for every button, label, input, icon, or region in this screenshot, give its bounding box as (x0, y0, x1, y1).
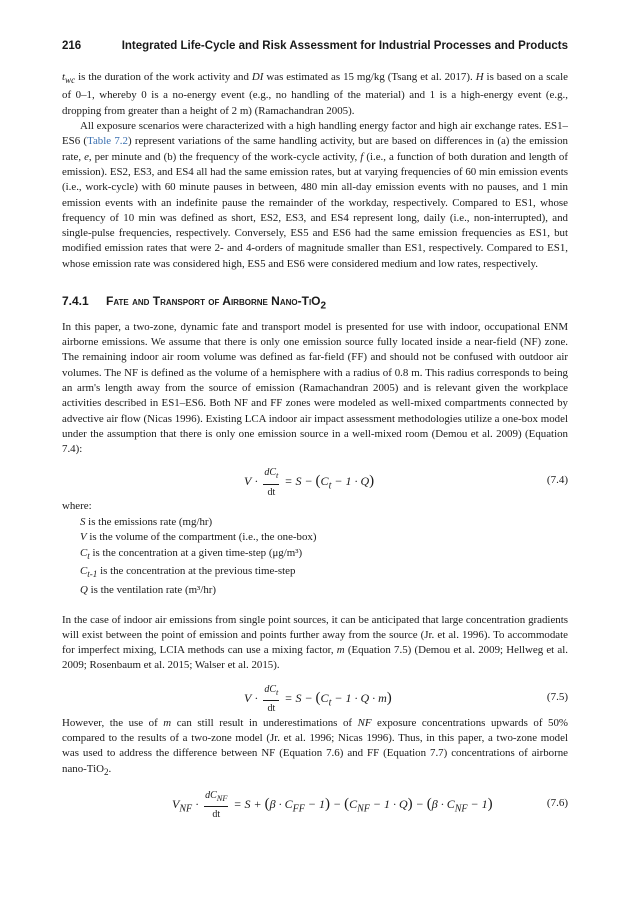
eq-operator: · (192, 797, 203, 812)
eq-term: V (244, 690, 252, 705)
symbol-e: e (84, 150, 89, 163)
table-reference-link[interactable]: Table 7.2 (87, 135, 128, 148)
paragraph-subscript: 2 (103, 766, 109, 777)
eq-denominator: dt (212, 809, 221, 821)
equation-expression: V · $\frac{dC_t}{dt}$ = $S - (C_t - 1 \cdot Q)$ (244, 465, 374, 500)
eq-term: = S − (284, 690, 316, 705)
eq-fraction (204, 788, 228, 823)
eq-term: V (244, 474, 252, 489)
eq-term: C (349, 797, 358, 812)
eq-numerator: dC (264, 683, 277, 695)
eq-term: = S + (233, 797, 265, 812)
symbol-h: H (475, 71, 484, 83)
equation-number: (7.4) (546, 474, 568, 487)
paragraph-model: In this paper, a two-zone, dynamic fate and transport model is presented for use with indoor, occupational ENM airborne emissions. We assume that there is only one emission source fully located inside a near-field (NF) zone. The remaining indoor air room volume was defined as far-field (FF) and should not be confused with outdoor air volumes. The NF is defined as the volume of a hemisphere with a radius of 0.8 m. This radius corresponds to being an arm's length away from the source of emission (Ramachandran 2005) and is relevant given the workplace activities described in ES1–ES6. Both NF and FF zones were modeled as well-mixed compartments connected by advective air flow (Nicas 1996). Existing LCA indoor air impact assessment methodologies utilize a one-box model under the assumption that there is only one emission source in a well-mixed room (Demou et al. 2009) (Equation 7.4): (62, 320, 568, 456)
paragraph-two-zone (62, 716, 568, 780)
definition-text: is the emissions rate (mg/hr) (85, 515, 213, 528)
definition-text: is the concentration at the previous time-step (97, 565, 296, 578)
eq-operator: · (251, 474, 262, 489)
definition-item (80, 546, 568, 565)
symbol-t-subscript: wc (65, 75, 76, 86)
section-heading (62, 294, 568, 314)
eq-numerator: dC (205, 790, 217, 802)
paragraph-exposure-scenarios (62, 119, 568, 272)
section-title-subscript: 2 (320, 300, 327, 312)
paragraph-text: , per minute and (b) the frequency of the work-cycle activity, (88, 150, 361, 163)
section-number: 7.4.1 (62, 294, 89, 309)
eq-term: = S − (284, 474, 316, 489)
paragraph-text: can still result in underestimations of (171, 716, 358, 729)
eq-subscript: t (276, 687, 279, 697)
definition-item (80, 530, 568, 546)
definition-text: is the concentration at a given time-step (μg/m³) (89, 546, 303, 559)
eq-term: C (320, 474, 329, 489)
equation-number: (7.5) (546, 690, 568, 703)
eq-numerator: dC (264, 467, 277, 479)
eq-subscript: NF (357, 803, 370, 815)
variable-definitions (80, 515, 568, 599)
paragraph-text: is the duration of the work activity and (75, 71, 252, 83)
paragraph-text: is based on a scale of 0–1, whereby 0 is a no-energy event (e.g., no handling of the material) and 1 is a high-energy event (e.g., dropping from greater than a height of 2 m) (Ramachandran 2005). (62, 71, 569, 117)
paragraph-text: However, the use of (62, 716, 164, 729)
page-body (62, 70, 568, 822)
eq-denominator: dt (267, 486, 276, 498)
paragraph-text: ) represent variations of the same handling activity, but are based on differences in (a) the emission rate, (62, 135, 568, 163)
eq-operator: · (251, 690, 262, 705)
equation-7-5 (62, 678, 568, 715)
symbol-nf: NF (357, 716, 372, 729)
page-number: 216 (62, 40, 82, 52)
definition-symbol: V (80, 531, 87, 544)
definition-symbol: C (80, 565, 88, 578)
eq-denominator: dt (267, 703, 276, 715)
definition-symbol: S (80, 515, 86, 528)
equation-7-6 (62, 784, 568, 821)
eq-operator: − (329, 797, 345, 812)
symbol-di: DI (251, 71, 264, 83)
definition-text: is the ventilation rate (m³/hr) (87, 584, 217, 597)
symbol-f: f (360, 150, 364, 163)
eq-term: β · C (431, 797, 455, 812)
section-title: Fate and Transport of Airborne Nano-TiO (106, 294, 321, 309)
eq-term: − 1 · Q (331, 474, 370, 489)
eq-term: − 1 (304, 797, 325, 812)
symbol-m: m (163, 716, 172, 729)
definition-symbol: C (80, 546, 88, 559)
paragraph-text: In the case of indoor air emissions from single point sources, it can be anticipated that large concentration gradients will exist between the point of emission and points further away from the source (Jr. et al. 1996). To accommodate for imperfect mixing, LCIA methods can use a mixing factor, (62, 613, 568, 657)
definition-subscript: t (87, 550, 90, 561)
paragraph-text: All exposure scenarios were characterized with a high handling energy factor and high air exchange rates. ES1–ES6 ( (62, 120, 568, 148)
symbol-m: m (336, 644, 345, 657)
eq-fraction (263, 465, 279, 500)
eq-term: C (320, 690, 329, 705)
eq-term: V (172, 797, 180, 812)
equation-expression: $V_{NF}$ · $\frac{dC_{NF}}{dt}$ = $S + (\beta \cdot C_{FF} - 1) - (C_{NF} - 1 \cdot Q) - (\beta \cdot C_{NF} - 1)$ (172, 788, 493, 823)
definition-subscript: t-1 (87, 569, 98, 580)
eq-operator: − (412, 797, 427, 812)
running-title: Integrated Life-Cycle and Risk Assessment for Industrial Processes and Products (121, 40, 568, 52)
eq-subscript: NF (216, 794, 228, 804)
paragraph-text: was estimated as 15 mg/kg (Tsang et al. 2017). (263, 71, 476, 83)
eq-subscript: t (276, 471, 279, 481)
paragraph-mixing-factor (62, 613, 568, 674)
equation-expression: V · $\frac{dC_t}{dt}$ = $S - (C_t - 1 \cdot Q \cdot m)$ (244, 682, 392, 717)
eq-term: − 1 · Q (369, 797, 408, 812)
eq-term: − 1 (467, 797, 488, 812)
definition-item (80, 564, 568, 583)
definition-symbol: Q (80, 584, 88, 597)
eq-subscript: t (328, 480, 332, 492)
eq-subscript: NF (179, 803, 193, 815)
symbol-t: t (62, 71, 66, 83)
eq-fraction (263, 682, 279, 717)
eq-subscript: t (328, 697, 332, 709)
definition-item (80, 515, 568, 531)
eq-term: − 1 · Q · m (331, 690, 387, 705)
paragraph-text: (i.e., a function of both duration and length of emission). ES2, ES3, and ES4 all had the same emission rates, but at varying frequencies of 60 min emission events (i.e., work-cycle) with 60 minute pauses in between, 480 min all-day emission events with no pauses, and 1 min emission events with an indefinite pause the remainder of the workday, respectively. Compared to ES1, whose frequency of 10 min was defined as short, ES2, ES3, and ES4 represent long, daily (i.e., non-interrupted), and single-pulse frequencies, respectively. Conversely, ES5 and ES6 had the same emission frequencies as ES1, but modified emission rates that were 2- and 4-orders of magnitude smaller than ES1, respectively. Compared to ES1, whose emission rate was considered high, ES5 and ES6 were considered medium and low rates, respectively. (62, 150, 569, 270)
definition-text: is the volume of the compartment (i.e., the one-box) (86, 531, 317, 544)
eq-term: β · C (269, 797, 293, 812)
paragraph-duration (62, 70, 568, 119)
paragraph-text: (Equation 7.5) (Demou et al. 2009; Hellweg et al. 2009; Rosenbaum et al. 2015; Walser et al. 2015). (62, 644, 568, 672)
equation-number: (7.6) (546, 797, 568, 810)
paragraph-text: . (108, 762, 112, 775)
equation-7-4 (62, 461, 568, 498)
where-intro: where: (62, 500, 92, 513)
paragraph-text: exposure concentrations upwards of 50% compared to the results of a two-zone model (Jr. et al. 1996; Nicas 1996). Thus, in this paper, a two-zone model was used to address the difference between NF (Equation 7.6) and FF (Equation 7.7) concentrations of airborne nano-TiO (62, 716, 568, 775)
spacer (62, 599, 568, 613)
eq-subscript: FF (292, 803, 305, 815)
eq-subscript: NF (454, 803, 468, 815)
definition-item (80, 583, 568, 599)
